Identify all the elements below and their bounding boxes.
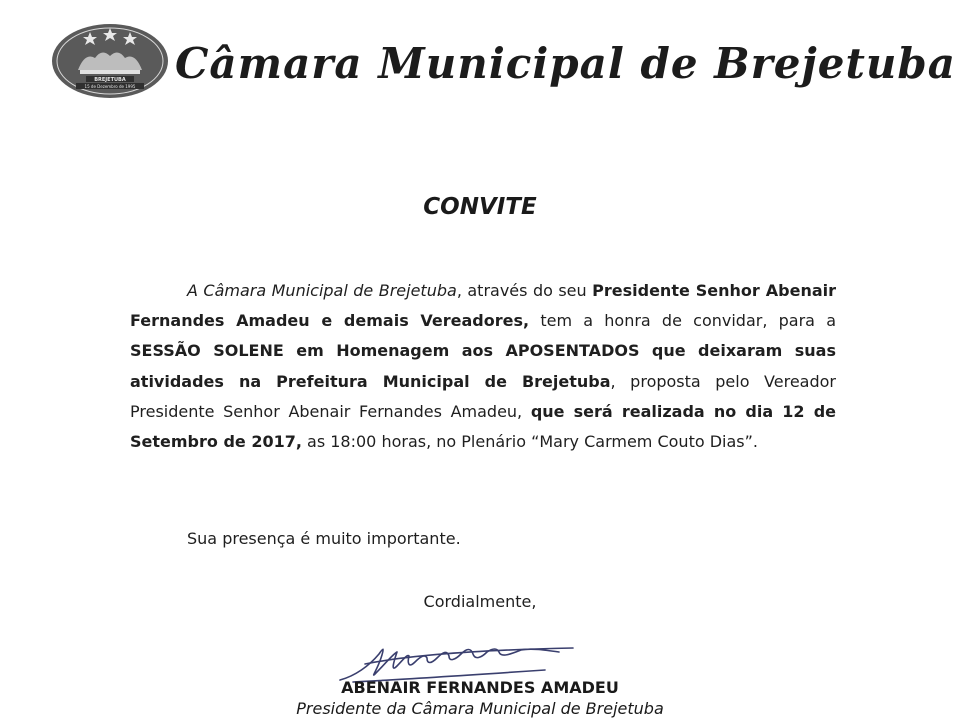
organization-name: Câmara Municipal de Brejetuba (175, 39, 956, 88)
svg-text:15 de Dezembro de 1995: 15 de Dezembro de 1995 (84, 84, 136, 89)
body-text-segment: as 18:00 horas, no Plenário “Mary Carmem Couto Dias”. (301, 432, 758, 452)
body-text-segment: , através do seu (456, 281, 593, 300)
municipal-seal-icon (50, 22, 170, 100)
body-text-segment: A Câmara Municipal de Brejetuba (187, 281, 457, 300)
signer-role: Presidente da Câmara Municipal de Brejetuba (296, 699, 664, 718)
document-title: CONVITE (423, 194, 537, 220)
invitation-paragraph (130, 276, 836, 457)
closing-line: Sua presença é muito importante. (187, 529, 461, 548)
body-text-segment: Presidente Senhor Abenair Fernandes Amadeu e demais Vereadores, (130, 281, 837, 331)
svg-text:BREJETUBA: BREJETUBA (94, 77, 126, 83)
salutation (0, 592, 960, 611)
body-text-segment: SESSÃO SOLENE em Homenagem aos APOSENTADOS que deixaram suas atividades na Prefeitura Municipal de Brejetuba (130, 341, 836, 391)
body-text-segment: , proposta pelo Vereador Presidente Senhor Abenair Fernandes Amadeu, (130, 371, 836, 421)
salutation-text: Cordialmente, (423, 592, 537, 611)
body-text-segment: que será realizada no dia 12 de Setembro de 2017, (130, 401, 837, 452)
signer-name: ABENAIR FERNANDES AMADEU (341, 678, 619, 697)
body-text-segment: tem a honra de convidar, para a (529, 311, 837, 331)
